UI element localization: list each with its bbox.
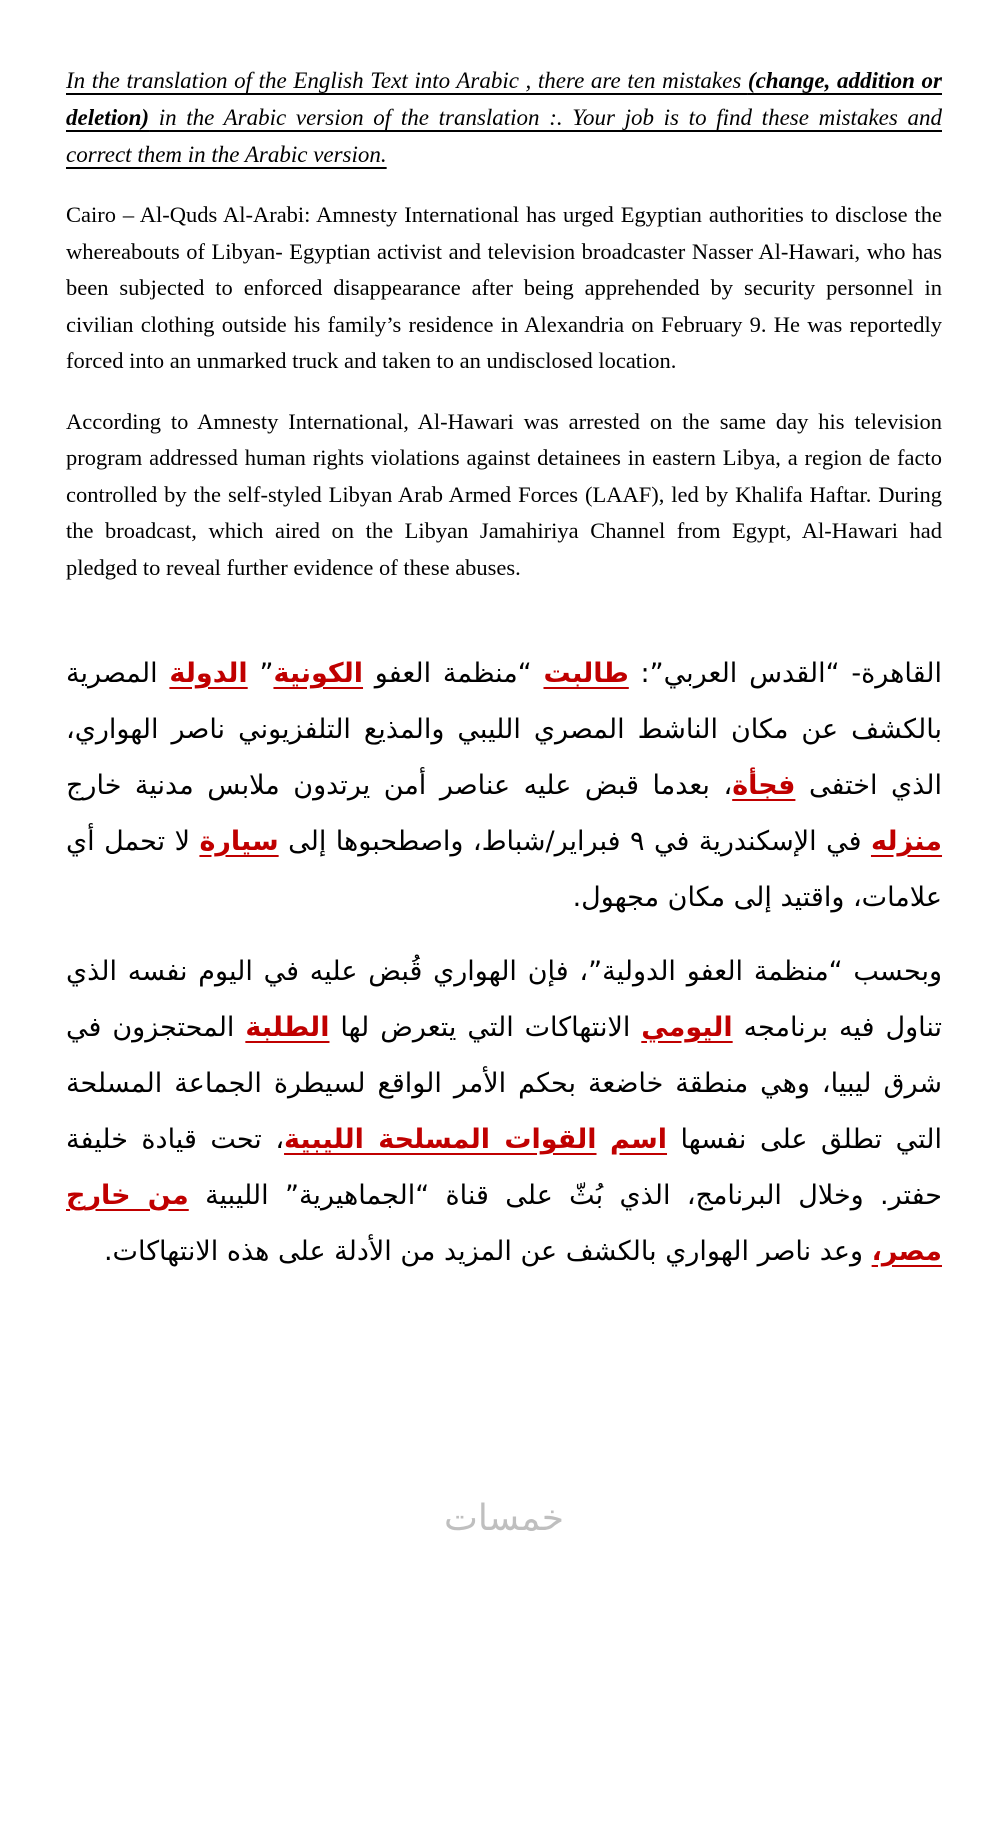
arabic-translation-section xyxy=(66,646,942,1280)
mistake-word: اليومي xyxy=(641,1012,733,1043)
text-segment: (change, addition or deletion) xyxy=(66,68,942,130)
mistake-word: القوات المسلحة الليبية xyxy=(284,1124,597,1155)
text-segment: وبحسب “منظمة العفو الدولية”، فإن الهواري قُبض عليه في اليوم نفسه الذي تناول فيه برنامجه xyxy=(66,956,943,1043)
text-segment: ، بعدما قبض عليه عناصر أمن يرتدون ملابس مدنية خارج xyxy=(66,770,733,801)
text-segment: المحتجزون في شرق ليبيا، وهي منطقة خاضعة بحكم الأمر الواقع لسيطرة الجماعة المسلحة التي تطلق على نفسها xyxy=(66,1012,943,1155)
arabic-paragraph-2 xyxy=(66,944,942,1280)
mistake-word: الطلبة xyxy=(245,1012,330,1043)
text-segment: المصرية بالكشف عن مكان الناشط المصري الليبي والمذيع التلفزيوني ناصر الهواري، الذي اختفى xyxy=(66,658,943,801)
mistake-word: اسم xyxy=(610,1124,668,1155)
arabic-paragraph-1 xyxy=(66,646,942,926)
footer-watermark: خمسات xyxy=(443,1498,565,1539)
text-segment: لا تحمل أي علامات، واقتيد إلى مكان مجهول. xyxy=(66,826,942,913)
mistake-word: طالبت xyxy=(543,658,629,689)
text-segment: وعد ناصر الهواري بالكشف عن المزيد من الأدلة على هذه الانتهاكات. xyxy=(103,1236,872,1267)
text-segment: “منظمة العفو xyxy=(363,658,544,689)
text-segment: ” xyxy=(247,658,274,689)
text-segment: In the translation of the English Text into Arabic , there are ten mistakes xyxy=(66,68,748,93)
english-paragraph-2: According to Amnesty International, Al-Hawari was arrested on the same day his television program addressed human rights violations against detainees in eastern Libya, a region de facto controlled by the self-styled Libyan Arab Armed Forces (LAAF), led by Khalifa Haftar. During the broadcast, which aired on the Libyan Jamahiriya Channel from Egypt, Al-Hawari had pledged to reveal further evidence of these abuses. xyxy=(66,408,942,580)
instructions-heading xyxy=(66,62,942,173)
mistake-word: سيارة xyxy=(199,826,279,857)
mistake-word: الكونية xyxy=(273,658,364,689)
mistake-word: من خارج مصر، xyxy=(66,1180,942,1267)
mistake-word: منزله xyxy=(870,826,943,857)
text-segment xyxy=(597,1124,611,1155)
english-paragraph-1: Cairo – Al-Quds Al-Arabi: Amnesty International has urged Egyptian authorities to disclose the whereabouts of Libyan- Egyptian activist and television broadcaster Nasser Al-Hawari, who has been subjected to enforced disappearance after being apprehended by security personnel in civilian clothing outside his family’s residence in Alexandria on February 9. He was reportedly forced into an unmarked truck and taken to an undisclosed location. xyxy=(66,202,942,373)
text-segment: الانتهاكات التي يتعرض لها xyxy=(329,1012,642,1043)
mistake-word: فجأة xyxy=(732,770,796,801)
text-segment: القاهرة- “القدس العربي”: xyxy=(628,658,942,689)
mistake-word: الدولة xyxy=(169,658,248,689)
text-segment: ، تحت قيادة خليفة حفتر. وخلال البرنامج، الذي بُثّ على قناة “الجماهيرية” الليبية xyxy=(66,1124,942,1211)
text-segment: in the Arabic version of the translation :. Your job is to find these mistakes and correct them in the Arabic version. xyxy=(66,105,942,167)
text-segment: في الإسكندرية في ٩ فبراير/شباط، واصطحبوها إلى xyxy=(278,826,871,857)
